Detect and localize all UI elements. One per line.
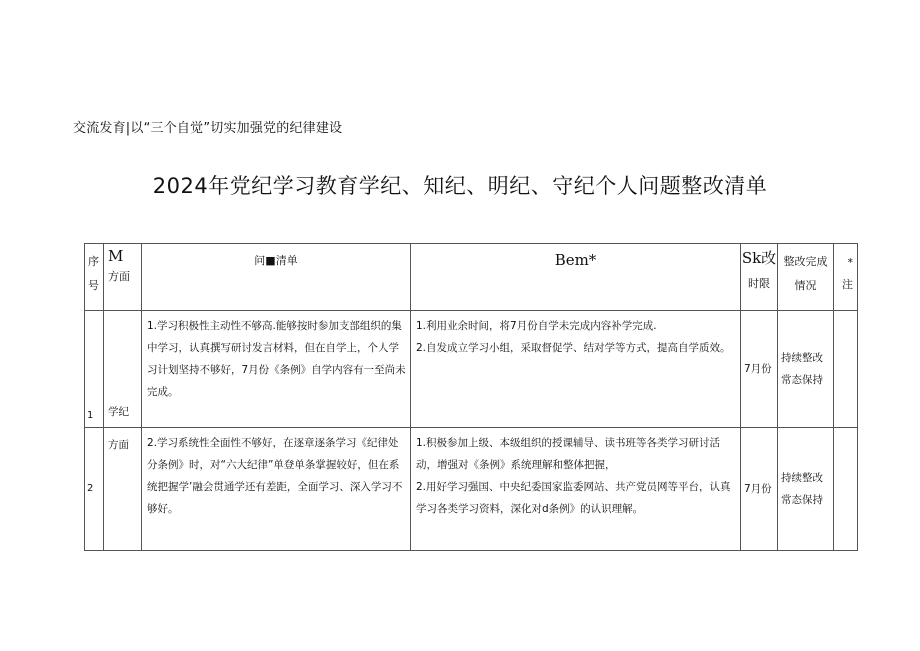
header-seq bbox=[85, 244, 104, 311]
row-deadline: 7月份 bbox=[741, 311, 778, 428]
row-area: 学纪 bbox=[104, 311, 142, 428]
header-problem: 问■清单 bbox=[142, 244, 411, 311]
header-area-line2: 方面 bbox=[108, 270, 130, 283]
row-deadline: 7月份 bbox=[741, 428, 778, 551]
header-status bbox=[778, 244, 834, 311]
header-area bbox=[104, 244, 142, 311]
header-measure-text: Bem* bbox=[554, 251, 597, 269]
header-measure bbox=[411, 244, 741, 311]
header-deadline-line1 bbox=[741, 248, 777, 272]
row-area: 方面 bbox=[104, 428, 142, 551]
measure-item: 2.用好学习强国、中央纪委国家监委网站、共产党员网等平台，认真学习各类学习资料，深化对d条例》的认识理解。 bbox=[416, 481, 731, 515]
row-status-line1: 持续整改 bbox=[781, 352, 823, 364]
header-deadline-line1-text: Sk改 bbox=[741, 249, 777, 267]
header-deadline bbox=[741, 244, 778, 311]
header-status-line1: 整改完成 bbox=[783, 255, 828, 268]
row-seq: 2 bbox=[85, 428, 104, 551]
document-heading: 交流发育|以“三个自觉”切实加强党的纪律建设 bbox=[73, 121, 343, 136]
header-area-line1: M bbox=[108, 247, 124, 265]
header-seq-line2: 号 bbox=[88, 279, 99, 292]
header-note-line1: * bbox=[847, 256, 853, 269]
rectification-table bbox=[84, 243, 858, 551]
row-seq: 1 bbox=[85, 311, 104, 428]
measure-item: 2.自发成立学习小组，采取督促学、结对学等方式，提高自学质效。 bbox=[416, 342, 731, 354]
row-status-line2: 常态保持 bbox=[781, 494, 823, 506]
measure-item: 1.利用业余时间，将7月份自学未完成内容补学完成. bbox=[416, 320, 657, 332]
header-deadline-line2: 时限 bbox=[748, 277, 770, 290]
row-note bbox=[834, 311, 858, 428]
table-row bbox=[85, 311, 858, 428]
row-measures bbox=[411, 428, 741, 551]
row-status bbox=[778, 311, 834, 428]
row-status bbox=[778, 428, 834, 551]
row-problem: 2.学习系统性全面性不够好，在逐章逐条学习《纪律处分条例》时，对“六大纪律”单登单条掌握较好，但在系统把握学’融会贯通学还有差距，全面学习、深入学习不够好。 bbox=[142, 428, 411, 551]
header-note bbox=[834, 244, 858, 311]
header-status-line2: 情况 bbox=[794, 279, 817, 292]
row-status-line1: 持续整改 bbox=[781, 472, 823, 484]
header-seq-line1: 序 bbox=[88, 255, 99, 268]
document-title: 2024年党纪学习教育学纪、知纪、明纪、守纪个人问题整改清单 bbox=[152, 174, 768, 198]
table-header-row bbox=[85, 244, 858, 311]
row-status-line2: 常态保持 bbox=[781, 374, 823, 386]
row-note bbox=[834, 428, 858, 551]
header-note-line2: 注 bbox=[842, 278, 853, 291]
row-problem: 1.学习积极性主动性不够高.能够按时参加支部组织的集中学习，认真撰写研讨发言材料，但在自学上，个人学习计划坚持不够好，7月份《条例》自学内容有一至尚未完成。 bbox=[142, 311, 411, 428]
measure-item: 1.积极参加上级、本级组织的授课辅导、读书班等各类学习研讨活动，增强对《条例》系统理解和整体把握， bbox=[416, 437, 721, 471]
row-measures bbox=[411, 311, 741, 428]
table-row bbox=[85, 428, 858, 551]
